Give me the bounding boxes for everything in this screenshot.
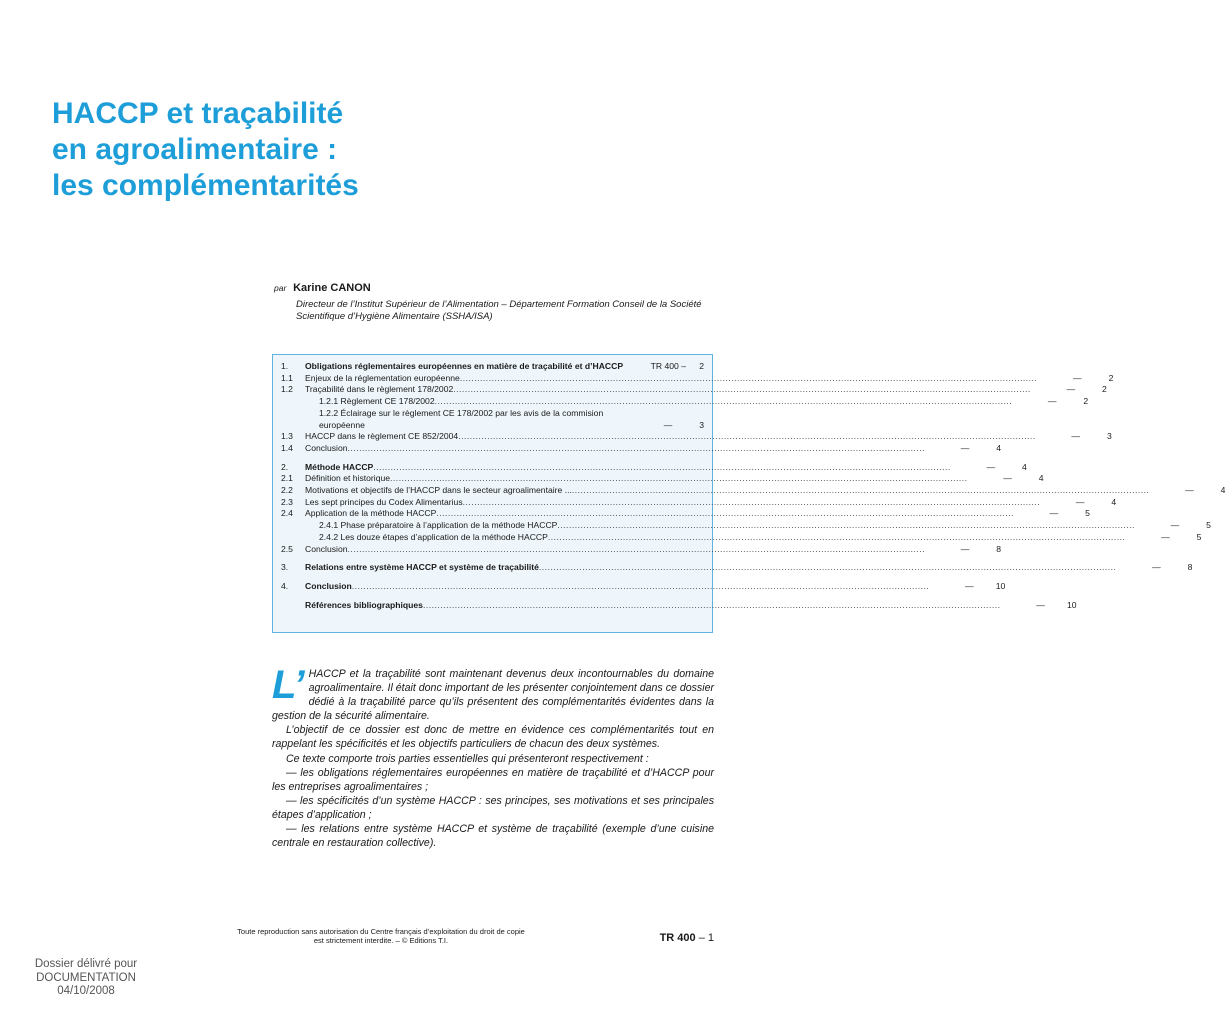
toc-ref-prefix: —: [1073, 372, 1082, 383]
copyright-line-1: Toute reproduction sans autorisation du Centre français d’exploitation du droit de copie: [237, 927, 525, 936]
toc-row: [281, 431, 1112, 443]
toc-leader-dots: ........................................................................................................................................................................................................: [347, 543, 926, 554]
toc-number: 3.: [281, 562, 289, 573]
toc-row: [281, 473, 1044, 485]
toc-ref-prefix: —: [1049, 508, 1059, 519]
toc-page-number: 8: [996, 543, 1002, 554]
toc-ref-prefix: —: [1161, 531, 1170, 542]
toc-page-number: 5: [1206, 520, 1211, 531]
toc-row: [281, 408, 704, 431]
toc-gap: [281, 574, 704, 581]
stamp-line-1: Dossier délivré pour: [34, 958, 138, 970]
toc-title-text: Obligations réglementaires européennes en matière de traçabilité et d’HACCP: [305, 361, 624, 371]
toc-page-ref: [968, 473, 1044, 485]
toc-leader-dots: ........................................................................................................................................................................................................: [538, 562, 1117, 573]
author-par: par: [274, 283, 287, 293]
toc-ref-prefix: —: [1152, 562, 1161, 573]
toc-title-text: Méthode HACCP: [305, 461, 374, 472]
toc-leader-dots: ........................................................................................................................................................................................................: [458, 431, 1036, 442]
page-number: – 1: [698, 932, 714, 944]
toc-page-number: 4: [1111, 496, 1117, 507]
toc-page-number: 4: [1220, 485, 1225, 496]
toc-title-text: Conclusion: [305, 543, 348, 554]
toc-title: [305, 581, 929, 593]
toc-title-text: Définition et historique: [305, 473, 391, 484]
toc-title-text: Enjeux de la réglementation européenne: [305, 372, 460, 383]
toc-row: [281, 580, 1006, 593]
toc-leader-dots: ........................................................................................................................................................................................................: [422, 599, 1001, 610]
toc-leader-dots: ........................................................................................................................................................................................................: [434, 396, 1013, 407]
toc-page-number: 3: [699, 419, 704, 430]
toc-ref-prefix: —: [663, 419, 673, 430]
toc-title: [305, 473, 968, 485]
toc-title: [305, 462, 951, 474]
toc-page-ref: [1125, 532, 1201, 544]
author-block: [274, 282, 724, 322]
toc-title: [305, 431, 1036, 443]
toc-title-text: Application de la méthode HACCP: [305, 508, 437, 519]
toc-page-number: 2: [1102, 384, 1107, 395]
toc-leader-dots: ........................................................................................................................................................................................................: [459, 372, 1038, 383]
toc-title-text: Conclusion: [305, 442, 348, 453]
toc-page-number: 2: [1083, 396, 1089, 407]
toc-title: [305, 361, 628, 373]
toc-page-number: 3: [1106, 431, 1112, 442]
toc-row: [281, 508, 1090, 520]
stamp-line-2: DOCUMENTATION: [36, 971, 136, 984]
toc-row: [281, 361, 704, 373]
toc-page-number: 4: [1022, 461, 1027, 472]
toc-row: [281, 442, 1002, 455]
toc-page-ref: [1116, 562, 1192, 574]
stamp-line-3: 04/10/2008: [57, 985, 115, 997]
toc-page-number: 4: [1038, 473, 1044, 484]
toc-leader-dots: ........................................................................................................................................................................................................: [547, 531, 1126, 542]
toc-ref-prefix: —: [1036, 599, 1045, 610]
toc-title: [305, 485, 1149, 497]
toc-number: 1.1: [281, 372, 293, 383]
toc-number: 1.4: [281, 442, 293, 453]
paragraph-3: Ce texte comporte trois parties essentielles qui présenteront respectivement :: [286, 752, 649, 765]
toc-title-text: Relations entre système HACCP et système de traçabilité: [305, 562, 539, 573]
page-reference: [660, 932, 714, 944]
title-line-1: HACCP et traçabilité: [52, 97, 344, 130]
toc-title-text: Traçabilité dans le règlement 178/2002: [305, 384, 454, 395]
title-line-3: les complémentarités: [52, 169, 359, 202]
toc-title-text: 1.2.2 Éclairage sur le règlement CE 178/2002 par les avis de la commision européenne: [319, 407, 604, 430]
toc-title: [319, 532, 1125, 544]
toc-leader-dots: ........................................................................................................................................................................................................: [557, 520, 1135, 531]
toc-number: 2.: [281, 461, 289, 472]
toc-title: [305, 497, 1040, 509]
toc-number: 2.4: [281, 508, 293, 519]
toc-ref-prefix: —: [960, 442, 970, 453]
toc-title: [319, 408, 628, 431]
toc-title: [305, 384, 1031, 396]
copyright-notice: [196, 927, 566, 945]
toc-row: [281, 520, 1211, 532]
toc-number: 2.5: [281, 543, 293, 554]
toc-ref-prefix: —: [1071, 431, 1081, 442]
paragraph-1: HACCP et la traçabilité sont maintenant devenus deux incontournables du domaine agroalimentaire. Il était donc important de les présenter conjointement dans ce dossier dédié à la traçabilité parce qu’ils présentent des complémentarités évidentes dans la gestion de la sécurité alimentaire.: [272, 668, 714, 723]
toc-leader-dots: ........................................................................................................................................................................................................: [462, 496, 1041, 507]
title-line-2: en agroalimentaire :: [52, 133, 338, 166]
toc-ref-prefix: —: [1170, 520, 1180, 531]
toc-page-ref: [1037, 373, 1113, 385]
toc-page-ref: [925, 443, 1001, 455]
toc-ref-prefix: —: [965, 580, 974, 591]
toc-page-ref: [628, 361, 704, 373]
copyright-line-2: est strictement interdite. – © Editions T.I.: [313, 936, 449, 945]
toc-page-ref: [929, 581, 1005, 593]
toc-row: [281, 384, 1107, 396]
author-role: Directeur de l’Institut Supérieur de l’Alimentation – Département Formation Conseil de la Société Scientifique d’Hygiène Alimentaire (SSHA/ISA): [296, 299, 702, 322]
toc-page-number: 2: [699, 361, 704, 371]
table-of-contents: [272, 354, 1225, 633]
toc-ref-prefix: —: [986, 461, 996, 472]
paragraph-6: — les relations entre système HACCP et système de traçabilité (exemple d’une cuisine centrale en restauration collective).: [272, 823, 714, 850]
toc-page-ref: [925, 544, 1001, 556]
toc-row: [281, 496, 1117, 509]
toc-page-ref: [1036, 431, 1112, 443]
toc-title-text: 1.2.1 Règlement CE 178/2002: [319, 396, 435, 407]
toc-number: 4.: [281, 580, 289, 591]
toc-leader-dots: ........................................................................................................................................................................................................: [347, 442, 926, 453]
toc-row: [281, 461, 1027, 474]
toc-page-ref: [1149, 485, 1225, 497]
toc-leader-dots: ........................................................................................................................................................................................................: [373, 461, 951, 472]
toc-leader-dots: ........................................................................................................................................................................................................: [453, 384, 1031, 395]
author-name: Karine CANON: [293, 282, 371, 294]
toc-number: 2.2: [281, 485, 293, 496]
toc-page-ref: [951, 462, 1027, 474]
toc-row: [281, 531, 1202, 544]
toc-page-number: 10: [995, 580, 1006, 591]
toc-title: [305, 443, 925, 455]
toc-leader-dots: ........................................................................................................................................................................................................: [390, 473, 968, 484]
toc-number: 2.1: [281, 473, 293, 484]
toc-ref-prefix: —: [1075, 496, 1085, 507]
delivery-stamp: [24, 958, 148, 999]
toc-leader-dots: ........................................................................................................................................................................................................: [571, 485, 1150, 496]
toc-page-ref: [1135, 520, 1211, 532]
toc-gap: [281, 593, 704, 600]
toc-title: [319, 396, 1012, 408]
toc-page-ref: [1040, 497, 1116, 509]
toc-ref-prefix: TR 400 –: [650, 361, 686, 371]
toc-title: [319, 520, 1135, 532]
toc-page-number: 5: [1085, 508, 1090, 519]
toc-title-text: 2.4.1 Phase préparatoire à l’application de la méthode HACCP: [319, 520, 558, 531]
toc-row: [281, 562, 1193, 574]
toc-page-number: 5: [1196, 531, 1202, 542]
toc-page-ref: [1001, 600, 1077, 612]
toc-number: 1.3: [281, 431, 293, 442]
paragraph-2: L’objectif de ce dossier est donc de mettre en évidence ces complémentarités tout en rappelant les spécificités et les objectifs particuliers de chacun des deux systèmes.: [272, 724, 714, 751]
toc-title-text: Références bibliographiques: [305, 599, 423, 610]
document-title: [52, 96, 652, 204]
toc-page-number: 8: [1187, 562, 1193, 573]
toc-title: [305, 562, 1116, 574]
toc-page-number: 2: [1108, 372, 1114, 383]
toc-row: [281, 543, 1002, 556]
drop-cap: L’: [272, 663, 305, 707]
toc-page-number: 4: [996, 442, 1002, 453]
toc-gap: [281, 555, 704, 562]
toc-title: [305, 508, 1014, 520]
toc-number: 1.: [281, 361, 289, 371]
toc-title-text: Les sept principes du Codex Alimentarius: [305, 496, 463, 507]
toc-ref-prefix: —: [1185, 485, 1194, 496]
toc-page-ref: [1031, 384, 1107, 396]
toc-row: [281, 396, 1089, 408]
toc-number: 1.2: [281, 384, 293, 395]
toc-title-text: Motivations et objectifs de l’HACCP dans le secteur agroalimentaire ...: [305, 485, 572, 496]
toc-row: [281, 485, 1225, 497]
doc-reference: TR 400: [659, 932, 696, 944]
toc-ref-prefix: —: [1066, 384, 1076, 395]
toc-row: [281, 372, 1114, 385]
toc-row: [281, 599, 1077, 612]
toc-title-text: 2.4.2 Les douze étapes d’application de la méthode HACCP: [319, 531, 548, 542]
toc-title: [305, 544, 925, 556]
toc-ref-prefix: —: [1047, 396, 1057, 407]
toc-title: [305, 373, 1037, 385]
toc-number: 2.3: [281, 496, 293, 507]
toc-leader-dots: ........................................................................................................................................................................................................: [351, 580, 930, 591]
toc-page-ref: [628, 420, 704, 432]
abstract-text: [272, 663, 714, 850]
toc-page-ref: [1014, 508, 1090, 520]
toc-title-text: Conclusion: [305, 580, 352, 591]
toc-leader-dots: ........................................................................................................................................................................................................: [436, 508, 1014, 519]
toc-ref-prefix: —: [960, 543, 970, 554]
toc-title: [305, 600, 1001, 612]
toc-ref-prefix: —: [1003, 473, 1012, 484]
paragraph-5: — les spécificités d’un système HACCP : ses principes, ses motivations et ses principales étapes d’application ;: [272, 794, 714, 821]
toc-page-number: 10: [1066, 599, 1077, 610]
toc-gap: [281, 455, 704, 462]
toc-title-text: HACCP dans le règlement CE 852/2004: [305, 431, 459, 442]
paragraph-4: — les obligations réglementaires européennes en matière de traçabilité et d’HACCP pour les entreprises agroalimentaires ;: [272, 766, 714, 793]
toc-page-ref: [1012, 396, 1088, 408]
